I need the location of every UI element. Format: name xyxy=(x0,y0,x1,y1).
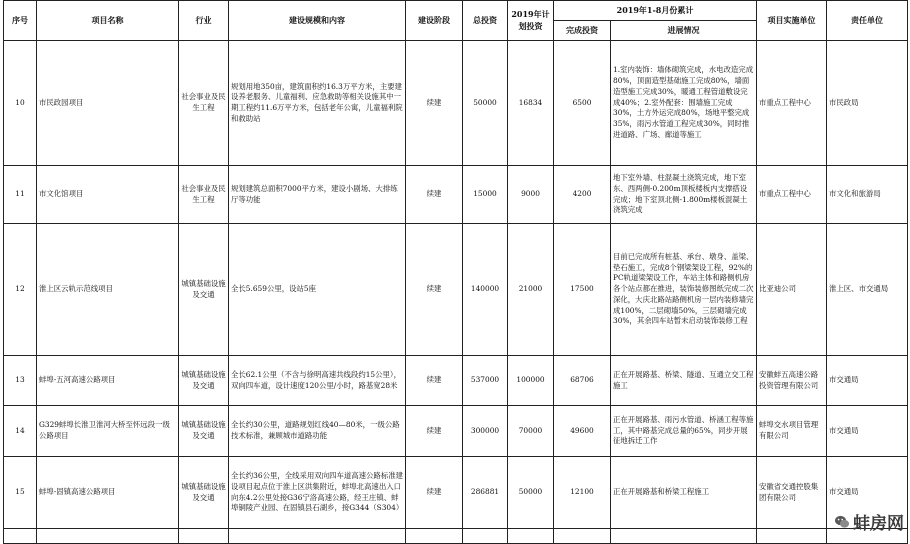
cell-name: G329蚌埠长淮卫淮河大桥至怀远段一级公路项目 xyxy=(37,406,179,457)
header-stage: 建设阶段 xyxy=(406,1,463,41)
table-row xyxy=(4,166,908,224)
cell-seq: 13 xyxy=(4,356,37,406)
cell-stage: 续建 xyxy=(406,406,463,457)
watermark-text: 蚌房网 xyxy=(853,514,904,534)
cell-industry: 城镇基础设施及交通 xyxy=(179,224,229,356)
cell-industry: 社会事业及民生工程 xyxy=(179,41,229,166)
cell-progress: 目前已完成所有桩基、承台、墩身、盖梁、垫石施工，完成8个钢梁架设工程，92%的PC轨道梁架设工作，车站主体和路侧机房各个站点都在推进，装饰装修图纸完成二次深化，大庆北路站路侧机房一层内装修墙完成100%，二层砌墙50%，三层砌墙完成30%，其余四车站暂未启动装饰装修工程 xyxy=(611,224,757,356)
cell-stage: 续建 xyxy=(406,356,463,406)
header-plan2019: 2019年计划投资 xyxy=(508,1,554,41)
cell-stage: 续建 xyxy=(406,41,463,166)
cell-responsible: 淮上区、市交通局 xyxy=(827,224,908,356)
cell-total: 286881 xyxy=(463,457,508,529)
watermark xyxy=(834,509,904,534)
cell-implementer: 市重点工程中心 xyxy=(757,41,827,166)
table-row xyxy=(4,406,908,457)
wechat-icon xyxy=(834,514,850,530)
cell-done: 49600 xyxy=(554,406,611,457)
cell-progress: 正在开展路基和桥梁工程施工 xyxy=(611,457,757,529)
cell-name: 蚌埠-五河高速公路项目 xyxy=(37,356,179,406)
cell-plan2019: 9000 xyxy=(508,166,554,224)
cell-responsible: 市交通局 xyxy=(827,356,908,406)
cell-industry: 社会事业及民生工程 xyxy=(179,166,229,224)
header-industry: 行业 xyxy=(179,1,229,41)
header-total: 总投资 xyxy=(463,1,508,41)
cell-total: 537000 xyxy=(463,356,508,406)
header-scope: 建设规模和内容 xyxy=(229,1,406,41)
cell-industry: 城镇基础设施及交通 xyxy=(179,356,229,406)
cell-scope: 全长5.659公里，设站5座 xyxy=(229,224,406,356)
cell-total: 140000 xyxy=(463,224,508,356)
cell-plan2019: 16834 xyxy=(508,41,554,166)
cell-name: 蚌埠-固镇高速公路项目 xyxy=(37,457,179,529)
cell-plan2019: 100000 xyxy=(508,356,554,406)
cell-seq: 15 xyxy=(4,457,37,529)
cell-plan2019: 70000 xyxy=(508,406,554,457)
table-row xyxy=(4,41,908,166)
cell-progress: 正在开展路基、雨污水管道、桥涵工程等施工，其中路基完成总量的65%，同步开展征地拆迁工作 xyxy=(611,406,757,457)
table-row xyxy=(4,356,908,406)
table-row xyxy=(4,224,908,356)
header-name: 项目名称 xyxy=(37,1,179,41)
cell-implementer: 安徽蚌五高速公路投资管理有限公司 xyxy=(757,356,827,406)
cell-responsible: 市文化和旅游局 xyxy=(827,166,908,224)
header-seq: 序号 xyxy=(4,1,37,41)
cell-done: 68706 xyxy=(554,356,611,406)
cell-industry: 城镇基础设施及交通 xyxy=(179,406,229,457)
cell-implementer: 蚌埠交水项目管理有限公司 xyxy=(757,406,827,457)
cell-done: 6500 xyxy=(554,41,611,166)
cell-implementer: 比亚迪公司 xyxy=(757,224,827,356)
cell-name: 市文化馆项目 xyxy=(37,166,179,224)
header-cumulative: 2019年1-8月份累计 xyxy=(554,1,757,21)
cell-scope: 规划用地350亩，建筑面积约16.3万平方米，主要建设养老服务、儿童福利、应急救助等相关设施其中一期工程约11.6万平方米，包括老年公寓，儿童福利院和救助站 xyxy=(229,41,406,166)
cell-seq: 10 xyxy=(4,41,37,166)
header-done: 完成投资 xyxy=(554,21,611,41)
cell-responsible: 市民政局 xyxy=(827,41,908,166)
cell-done: 4200 xyxy=(554,166,611,224)
cell-implementer: 安徽省交通控股集团有限公司 xyxy=(757,457,827,529)
header-progress: 进展情况 xyxy=(611,21,757,41)
cell-scope: 全长约30公里，道路规划红线40—80米，一级公路技术标准，兼顾城市道路功能 xyxy=(229,406,406,457)
cell-done: 12100 xyxy=(554,457,611,529)
cell-progress: 地下室外墙、柱混凝土浇筑完成，地下室东、西两侧-0.200m顶板楼板内支撑搭设完成；地下室顶北侧-1.800m楼板混凝土浇筑完成 xyxy=(611,166,757,224)
cell-stage: 续建 xyxy=(406,166,463,224)
cell-scope: 全长约36公里，全线采用双向四车道高速公路标准建设项目起点位于淮上区洪集附近，蚌埠北高速出入口向东4.2公里处接G36宁洛高速公路，经王庄镇、蚌埠铜陵产业园、在固镇县石湖乡，接G344（S304） xyxy=(229,457,406,529)
cell-name: 淮上区云轨示范线项目 xyxy=(37,224,179,356)
cell-seq: 11 xyxy=(4,166,37,224)
project-table xyxy=(3,0,908,544)
cell-total: 50000 xyxy=(463,41,508,166)
cell-plan2019: 21000 xyxy=(508,224,554,356)
cell-industry: 城镇基础设施及交通 xyxy=(179,457,229,529)
cell-plan2019: 50000 xyxy=(508,457,554,529)
cell-progress: 1.室内装饰：墙体砌筑完成，水电改造完成80%，顶面造型基础施工完成80%，墙面造型施工完成30%，暖通工程管道敷设完成40%；2.室外配套：围墙施工完成30%，土方外运完成80%，场地平整完成35%，雨污水管道工程完成30%，同时推进道路、广场、廊道等施工 xyxy=(611,41,757,166)
header-implementer: 项目实施单位 xyxy=(757,1,827,41)
cell-stage: 续建 xyxy=(406,457,463,529)
table-row-partial xyxy=(4,529,908,544)
cell-done: 17500 xyxy=(554,224,611,356)
cell-name: 市民政园项目 xyxy=(37,41,179,166)
cell-seq: 14 xyxy=(4,406,37,457)
cell-implementer: 市重点工程中心 xyxy=(757,166,827,224)
cell-stage: 续建 xyxy=(406,224,463,356)
cell-total: 15000 xyxy=(463,166,508,224)
cell-total: 300000 xyxy=(463,406,508,457)
cell-scope: 规划建筑总面积7000平方米，建设小剧场、大排练厅等功能 xyxy=(229,166,406,224)
cell-scope: 全长62.1公里（不含与徐明高速共线段约15公里），双向四车道，设计速度120公里/小时，路基宽28米 xyxy=(229,356,406,406)
cell-responsible: 市交通局 xyxy=(827,457,908,529)
cell-progress: 正在开展路基、桥梁、隧道、互通立交工程施工 xyxy=(611,356,757,406)
table-row xyxy=(4,457,908,529)
cell-responsible: 市交通局 xyxy=(827,406,908,457)
cell-seq: 12 xyxy=(4,224,37,356)
header-responsible: 责任单位 xyxy=(827,1,908,41)
